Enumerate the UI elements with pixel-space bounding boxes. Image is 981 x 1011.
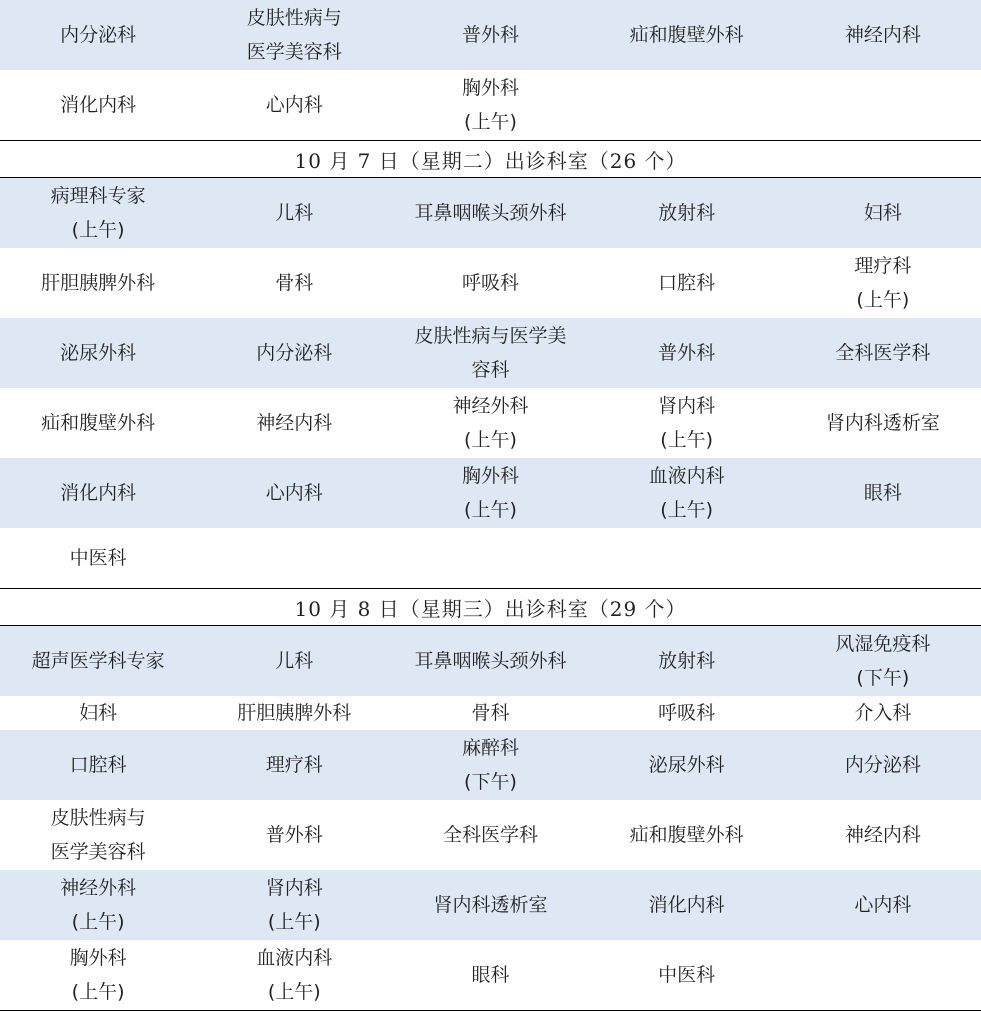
department-cell: 血液内科 (上午) <box>256 947 333 1003</box>
department-cell: 胸外科 (上午) <box>461 77 519 133</box>
department-cell: 肾内科透析室 <box>433 894 548 916</box>
department-cell: 放射科 <box>658 202 716 224</box>
department-cell: 普外科 <box>461 24 519 46</box>
department-cell <box>196 528 392 588</box>
department-cell: 儿科 <box>275 650 314 672</box>
department-cell: 呼吸科 <box>658 702 716 724</box>
table-row <box>0 248 981 318</box>
department-cell: 麻醉科 (下午) <box>461 737 519 793</box>
department-cell: 心内科 <box>854 894 912 916</box>
department-cell: 内分泌科 <box>256 342 333 364</box>
department-cell: 耳鼻咽喉头颈外科 <box>414 650 567 672</box>
department-cell: 骨科 <box>471 702 510 724</box>
table-row <box>0 318 981 388</box>
table-row <box>0 800 981 870</box>
department-cell: 疝和腹壁外科 <box>41 412 156 434</box>
day-header-oct8: 10 月 8 日（星期三）出诊科室（29 个） <box>294 596 687 621</box>
department-cell: 泌尿外科 <box>60 342 137 364</box>
department-cell: 疝和腹壁外科 <box>629 824 744 846</box>
department-cell <box>785 528 981 588</box>
department-cell: 介入科 <box>854 702 912 724</box>
table-row <box>0 458 981 528</box>
department-cell: 内分泌科 <box>844 754 921 776</box>
department-cell: 妇科 <box>863 202 902 224</box>
department-cell: 全科医学科 <box>835 342 931 364</box>
table-row <box>0 70 981 140</box>
department-cell: 胸外科 (上午) <box>461 465 519 521</box>
department-cell: 内分泌科 <box>60 24 137 46</box>
department-cell: 肾内科透析室 <box>825 412 940 434</box>
department-cell: 神经内科 <box>844 824 921 846</box>
department-cell: 普外科 <box>265 824 323 846</box>
department-cell: 消化内科 <box>60 94 137 116</box>
table-row <box>0 730 981 800</box>
department-cell: 消化内科 <box>648 894 725 916</box>
department-cell: 眼科 <box>863 482 902 504</box>
department-cell: 肝胆胰脾外科 <box>237 702 352 724</box>
department-cell: 肾内科 (上午) <box>265 877 323 933</box>
department-cell: 放射科 <box>658 650 716 672</box>
department-cell: 口腔科 <box>69 754 127 776</box>
department-cell: 超声医学科专家 <box>31 650 165 672</box>
department-cell: 皮肤性病与 医学美容科 <box>50 807 146 863</box>
department-cell: 骨科 <box>275 272 314 294</box>
department-cell: 泌尿外科 <box>648 754 725 776</box>
department-cell: 儿科 <box>275 202 314 224</box>
department-cell: 全科医学科 <box>442 824 538 846</box>
department-cell: 血液内科 (上午) <box>648 465 725 521</box>
table-row <box>0 940 981 1010</box>
department-cell: 神经内科 <box>844 24 921 46</box>
department-cell: 中医科 <box>69 547 127 569</box>
department-cell: 呼吸科 <box>461 272 519 294</box>
department-cell: 口腔科 <box>658 272 716 294</box>
table-row <box>0 626 981 696</box>
department-cell: 皮肤性病与医学美 容科 <box>414 325 567 381</box>
department-cell: 胸外科 (上午) <box>69 947 127 1003</box>
table-row <box>0 528 981 588</box>
department-cell: 肝胆胰脾外科 <box>41 272 156 294</box>
department-cell <box>392 528 588 588</box>
department-cell: 普外科 <box>658 342 716 364</box>
department-cell: 中医科 <box>658 964 716 986</box>
department-cell: 神经内科 <box>256 412 333 434</box>
table-row <box>0 0 981 70</box>
department-cell: 心内科 <box>265 94 323 116</box>
department-cell <box>785 70 981 140</box>
department-cell: 疝和腹壁外科 <box>629 24 744 46</box>
department-cell: 肾内科 (上午) <box>658 395 716 451</box>
department-cell: 风湿免疫科 (下午) <box>835 633 931 689</box>
department-cell: 消化内科 <box>60 482 137 504</box>
table-row <box>0 178 981 248</box>
department-cell: 耳鼻咽喉头颈外科 <box>414 202 567 224</box>
department-cell: 病理科专家 (上午) <box>50 185 146 241</box>
department-cell: 神经外科 (上午) <box>452 395 529 451</box>
department-cell: 神经外科 (上午) <box>60 877 137 933</box>
department-cell: 理疗科 <box>265 754 323 776</box>
table-row <box>0 870 981 940</box>
department-cell <box>785 940 981 1010</box>
department-cell <box>589 70 785 140</box>
table-row <box>0 696 981 730</box>
department-cell: 妇科 <box>79 702 118 724</box>
department-cell: 理疗科 (上午) <box>854 255 912 311</box>
department-cell: 皮肤性病与 医学美容科 <box>246 7 342 63</box>
department-cell: 眼科 <box>471 964 510 986</box>
table-row <box>0 388 981 458</box>
department-cell: 心内科 <box>265 482 323 504</box>
department-cell <box>589 528 785 588</box>
day-header-oct7: 10 月 7 日（星期二）出诊科室（26 个） <box>294 148 687 173</box>
